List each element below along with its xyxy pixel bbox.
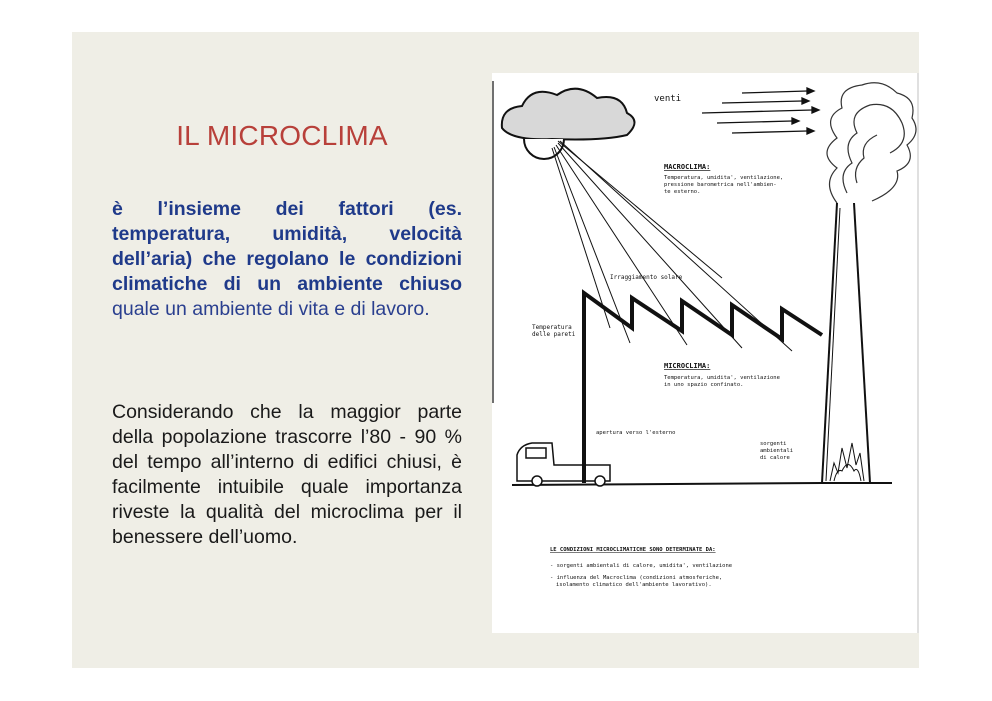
irraggiamento-label: Irraggiamento solare [610, 274, 683, 281]
macroclima-line2: pressione barometrica nell'ambien- [664, 182, 777, 188]
macroclima-title: MACROCLIMA: [664, 163, 711, 171]
context-paragraph: Considerando che la maggior parte della popolazione trascorre l’80 - 90 % del tempo all’interno di edifici chiusi, è facilmente intuibile quale importanza riveste la qualità del microclima per il benessere dell’uomo. [112, 401, 462, 548]
smoke-icon [827, 83, 916, 203]
condizioni-line2: - influenza del Macroclima (condizioni atmosferiche, [550, 575, 723, 581]
temp-pareti-line1: Temperatura [532, 324, 572, 331]
apertura-label: apertura verso l'esterno [596, 430, 676, 436]
venti-label: venti [654, 94, 682, 104]
sorgenti-line1: sorgenti [760, 441, 787, 447]
definition-paragraph [112, 197, 462, 322]
condizioni-line1: - sorgenti ambientali di calore, umidita', ventilazione [550, 563, 733, 569]
definition-bold-text: è l’insieme dei fattori (es. temperatura, umidità, velocità dell’aria) che regolano le condizioni climatiche di un ambiente chiuso [112, 198, 462, 295]
chimney [822, 203, 870, 483]
condizioni-title: LE CONDIZIONI MICROCLIMATICHE SONO DETERMINATE DA: [550, 547, 716, 553]
microclima-line2: in uno spazio confinato. [664, 382, 744, 388]
truck-icon [517, 443, 610, 486]
wind-arrows [702, 88, 819, 134]
definition-rest-text: quale un ambiente di vita e di lavoro. [112, 298, 430, 320]
fire-icon [830, 443, 864, 481]
slide-title: IL MICROCLIMA [176, 120, 388, 151]
cloud-icon [502, 89, 635, 140]
macroclima-line1: Temperatura, umidita', ventilazione, [664, 175, 784, 181]
microclima-line1: Temperatura, umidita', ventilazione [664, 375, 780, 381]
microclimate-diagram [492, 73, 919, 633]
condizioni-line3: isolamento climatico dell'ambiente lavorativo). [556, 582, 712, 588]
microclima-title: MICROCLIMA: [664, 362, 711, 370]
ground-line [512, 483, 822, 485]
sorgenti-line2: ambientali [760, 448, 794, 454]
macroclima-line3: te esterno. [664, 189, 701, 195]
temp-pareti-line2: delle pareti [532, 331, 576, 338]
slide [72, 32, 919, 668]
sorgenti-line3: di calore [760, 455, 790, 461]
